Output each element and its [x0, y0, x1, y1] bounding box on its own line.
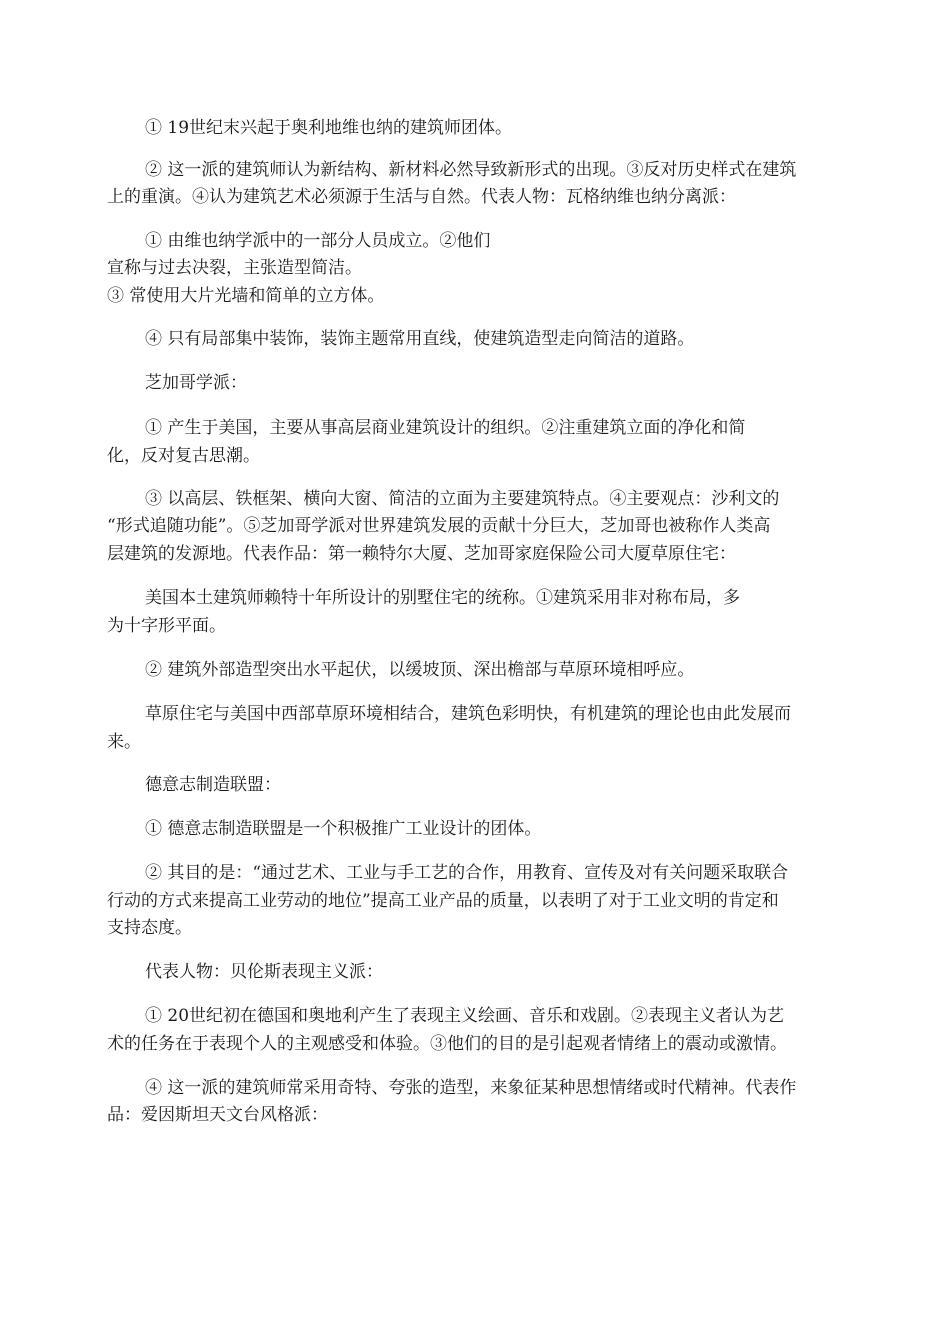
text-line: 化，反对复古思潮。 [107, 446, 260, 466]
text-line: ③ 以高层、铁框架、横向大窗、简洁的立面为主要建筑特点。④主要观点：沙利文的 [145, 489, 780, 509]
text-line: ① 20世纪初在德国和奥地利产生了表现主义绘画、音乐和戏剧。②表现主义者认为艺 [145, 1006, 785, 1026]
text-line: 上的重演。④认为建筑艺术必须源于生活与自然。代表人物：瓦格纳维也纳分离派： [107, 187, 736, 207]
text-line: ④ 只有局部集中装饰，装饰主题常用直线，使建筑造型走向简洁的道路。 [145, 329, 695, 349]
text-line: ③ 常使用大片光墙和简单的立方体。 [107, 286, 385, 306]
text-line: 草原住宅与美国中西部草原环境相结合，建筑色彩明快，有机建筑的理论也由此发展而 [145, 704, 791, 724]
text-line: ① 19世纪末兴起于奥利地维也纳的建筑师团体。 [145, 118, 513, 138]
text-line: “形式追随功能”。⑤芝加哥学派对世界建筑发展的贡献十分巨大，芝加哥也被称作人类高 [107, 516, 771, 536]
text-line: ① 由维也纳学派中的一部分人员成立。②他们 [145, 231, 491, 251]
section-heading: 芝加哥学派： [145, 373, 247, 393]
text-line: 层建筑的发源地。代表作品：第一赖特尔大厦、芝加哥家庭保险公司大厦草原住宅： [107, 544, 736, 564]
section-heading: 德意志制造联盟： [145, 775, 281, 795]
text-line: ④ 这一派的建筑师常采用奇特、夸张的造型，来象征某种思想情绪或时代精神。代表作 [145, 1078, 797, 1098]
text-line: 来。 [107, 732, 141, 752]
section-heading: 代表人物：贝伦斯表现主义派： [145, 962, 383, 982]
text-line: 美国本土建筑师赖特十年所设计的别墅住宅的统称。①建筑采用非对称布局，多 [145, 588, 740, 608]
text-line: ② 建筑外部造型突出水平起伏，以缓坡顶、深出檐部与草原环境相呼应。 [145, 660, 695, 680]
text-line: ① 德意志制造联盟是一个积极推广工业设计的团体。 [145, 819, 542, 839]
text-line: 为十字形平面。 [107, 616, 226, 636]
text-line: ② 这一派的建筑师认为新结构、新材料必然导致新形式的出现。③反对历史样式在建筑 [145, 160, 797, 180]
text-line: 支持态度。 [107, 918, 192, 938]
text-line: ① 产生于美国，主要从事高层商业建筑设计的组织。②注重建筑立面的净化和简 [145, 418, 746, 438]
text-line: 品：爱因斯坦天文台风格派： [107, 1105, 328, 1125]
text-line: ② 其目的是：“通过艺术、工业与手工艺的合作，用教育、宣传及对有关问题采取联合 [145, 863, 789, 883]
text-line: 术的任务在于表现个人的主观感受和体验。③他们的目的是引起观者情绪上的震动或激情。 [107, 1034, 787, 1054]
text-line: 行动的方式来提高工业劳动的地位”提高工业产品的质量，以表明了对于工业文明的肯定和 [107, 891, 779, 911]
text-line: 宣称与过去决裂，主张造型简洁。 [107, 258, 362, 278]
